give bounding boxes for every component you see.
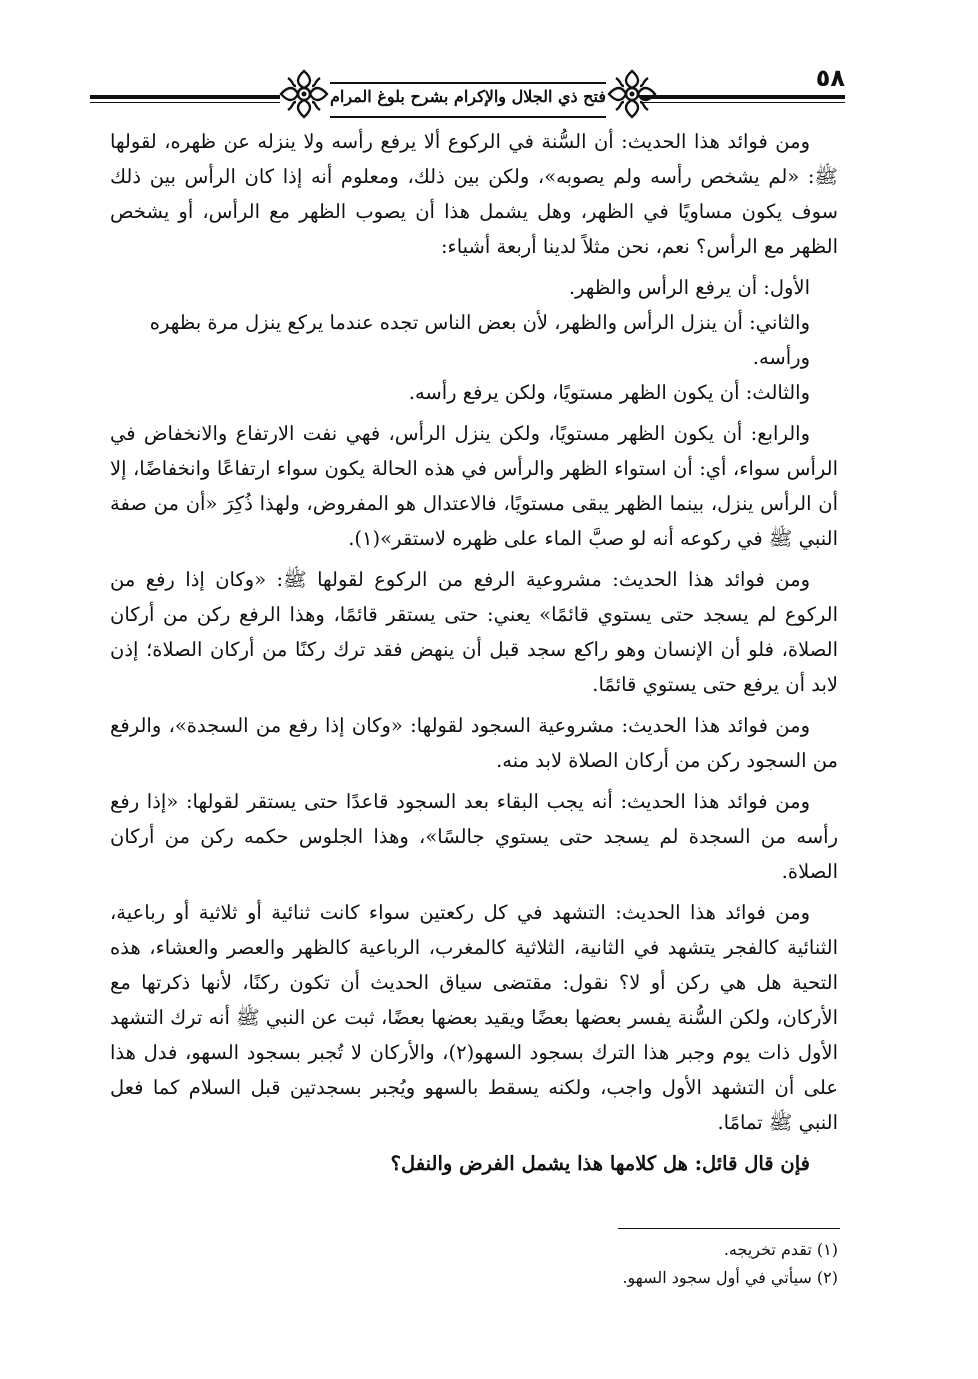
footnote: (٢) سيأتي في أول سجود السهو.: [622, 1268, 838, 1287]
footnote-rule: [618, 1228, 840, 1229]
page-number: ٥٨: [815, 64, 845, 92]
ornament-right-icon: [606, 68, 658, 120]
list-item: والثالث: أن يكون الظهر مستويًا، ولكن يرفع رأسه.: [408, 381, 810, 404]
paragraph: ومن فوائد هذا الحديث: أن السُّنة في الركوع ألا يرفع رأسه ولا ينزله عن ظهره، لقولها ﷺ: «لم يشخص رأسه ولم يصوبه»، ولكن بين ذلك، ومعلوم أنه إذا كان الرأس بين ذلك سوف يكون مساويًا في الظهر، وهل يشمل هذا أن يصوب الظهر مع الرأس، أو يشخص الظهر مع الرأس؟ نعم، نحن مثلاً لدينا أربعة أشياء:: [110, 130, 838, 258]
main-text: [110, 124, 838, 1187]
paragraph: ومن فوائد هذا الحديث: مشروعية الرفع من الركوع لقولها ﷺ: «وكان إذا رفع من الركوع لم يسجد حتى يستوي قائمًا» يعني: حتى يستقر قائمًا، وهذا الرفع ركن من أركان الصلاة، فلو أن الإنسان وهو راكع سجد قبل أن ينهض فقد ترك ركنًا من أركان الصلاة؛ إذن لابد أن يرفع حتى يستوي قائمًا.: [110, 568, 838, 696]
footnotes: [110, 1236, 838, 1292]
footnote: (١) تقدم تخريجه.: [723, 1240, 838, 1259]
header-rule-right-thin: [640, 102, 845, 103]
list-item: الأول: أن يرفع الرأس والظهر.: [568, 276, 810, 299]
paragraph-question: فإن قال قائل: هل كلامها هذا يشمل الفرض والنفل؟: [390, 1152, 810, 1175]
page-header: [90, 62, 845, 124]
list-item: والثاني: أن ينزل الرأس والظهر، لأن بعض الناس تجده عندما يركع ينزل مرة بظهره ورأسه.: [149, 311, 810, 369]
paragraph: ومن فوائد هذا الحديث: مشروعية السجود لقولها: «وكان إذا رفع من السجدة»، والرفع من السجود ركن من أركان الصلاة لابد منه.: [110, 714, 838, 772]
header-title-box: [330, 82, 606, 118]
paragraph: ومن فوائد هذا الحديث: أنه يجب البقاء بعد السجود قاعدًا حتى يستقر لقولها: «إذا رفع رأسه من السجدة لم يسجد حتى يستوي جالسًا»، وهذا الجلوس حكمه ركن من أركان الصلاة.: [110, 790, 838, 883]
header-rule-left-thin: [90, 102, 280, 103]
header-rule-left: [90, 95, 280, 99]
paragraph: والرابع: أن يكون الظهر مستويًا، ولكن ينزل الرأس، فهي نفت الارتفاع والانخفاض في الرأس سواء، أي: أن استواء الظهر والرأس في هذه الحالة يكون سواء ارتفاعًا وانخفاضًا، إلا أن الرأس ينزل، بينما الظهر يبقى مستويًا، فالاعتدال هو المفروض، ولهذا ذُكِرَ «أن من صفة النبي ﷺ في ركوعه أنه لو صبَّ الماء على ظهره لاستقر»(١).: [110, 422, 838, 550]
book-title: فتح ذي الجلال والإكرام بشرح بلوغ المرام: [330, 87, 606, 106]
paragraph: ومن فوائد هذا الحديث: التشهد في كل ركعتين سواء كانت ثنائية أو ثلاثية أو رباعية، الثنائية كالفجر يتشهد في الثانية، الثلاثية كالمغرب، الرباعية كالظهر والعصر والعشاء، هذه التحية هل هي ركن أو لا؟ نقول: مقتضى سياق الحديث أن تكون ركنًا، لأنها ذكرتها مع الأركان، ولكن السُّنة يفسر بعضها بعضًا ويقيد بعضها بعضًا، ثبت عن النبي ﷺ أنه ترك التشهد الأول ذات يوم وجبر هذا الترك بسجود السهو(٢)، والأركان لا تُجبر بسجود السهو، فدل هذا على أن التشهد الأول واجب، ولكنه يسقط بالسهو ويُجبر بسجدتين قبل السلام كما فعل النبي ﷺ تمامًا.: [110, 901, 838, 1134]
ornament-left-icon: [278, 68, 330, 120]
header-rule-right: [640, 95, 845, 99]
